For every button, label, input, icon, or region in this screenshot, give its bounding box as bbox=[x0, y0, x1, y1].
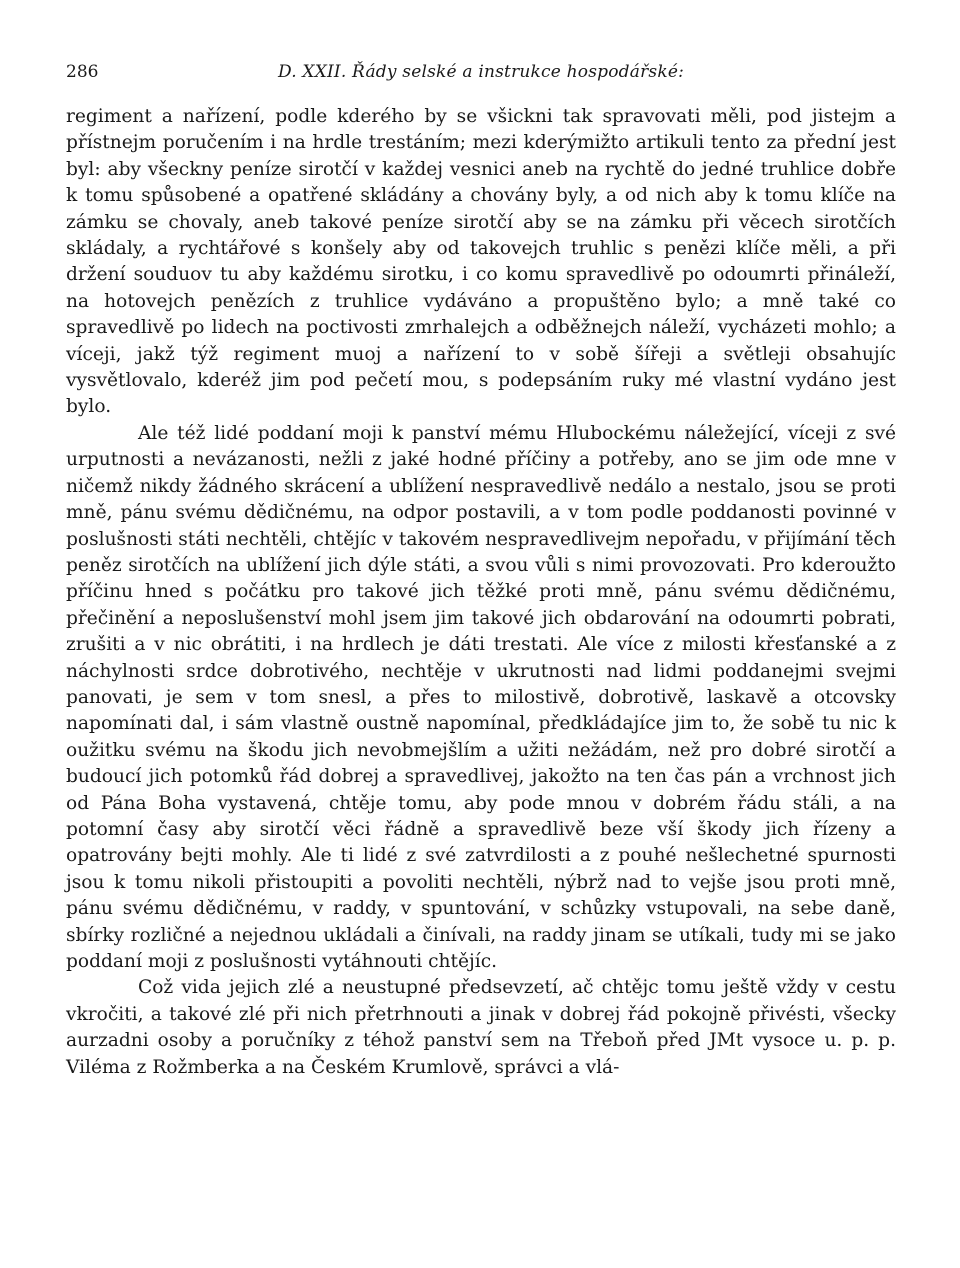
running-title: D. XXII. Řády selské a instrukce hospodářské: bbox=[277, 62, 685, 82]
paragraph: Což vida jejich zlé a neustupné předsevzetí, ač chtějc tomu ještě vždy v cestu vkročiti, a takové zlé při nich přetrhnouti a jinak v dobrej řád pokojně přivésti, všecky aurzadni osoby a poručníky z téhož panství sem na Třeboň před JMt vysoce u. p. p. Viléma z Rožmberka a na Českém Krumlově, správci a vlá- bbox=[66, 977, 896, 1078]
body-text bbox=[66, 104, 896, 1081]
paragraph: Ale též lidé poddaní moji k panství mému Hlubockému náležející, víceji z své urputnosti a nevázanosti, nežli z jaké hodné příčiny a potřeby, ano se jim ode mne v ničemž nikdy žádného skrácení a ublížení nespravedlivě nedálo a nestalo, jsou se proti mně, pánu svému dědičnému, na odpor postavili, a v tom podle poddanosti povinné v poslušnosti státi nechtěli, chtějíc v takovém nespravedlivejm nepořadu, v přijímání těch peněz sirotčích na ublížení jich dýle státi, a svou vůli s nimi provozovati. Pro kderoužto příčinu hned s počátku pro takové jich těžké proti mně, pánu svému dědičnému, přečinění a neposlušenství mohl jsem jim takové jich obdarování na odoumrti pobrati, zrušiti a v nic obrátiti, i na hrdlech je dáti trestati. Ale více z milosti křesťanské a z náchylnosti srdce dobrotivého, nechtěje v ukrutnosti nad lidmi poddanejmi svejmi panovati, je sem v tom snesl, a přes to milostivě, dobrotivě, laskavě a otcovsky napomínati dal, i sám vlastně oustně napomínal, předkládajíce jim to, že sobě tu nic k oužitku svému na škodu jich nevobmejšlím a užiti nežádám, než pro dobré sirotčí a budoucí jich potomků řád dobrej a spravedlivej, jakožto na ten čas pán a vrchnost jich od Pána Boha vystavená, chtěje tomu, aby pode mnou v dobrém řádu stáli, a na potomní časy aby sirotčí věci řádně a spravedlivě beze vší škody jich řízeny a opatrovány bejti mohly. Ale ti lidé z své zatvrdilosti a z pouhé nešlechetné spurnosti jsou k tomu nikoli přistoupiti a povoliti nechtěli, nýbrž nad to vejše jsou proti mně, pánu svému dědičnému, v raddy, v spuntování, v schůzky vstupovali, na sebe daně, sbírky rozličné a nejednou ukládali a činívali, na raddy jinam se utíkali, tudy mi se jako poddaní moji z poslušnosti vytáhnouti chtějíc. bbox=[66, 422, 896, 972]
page-number: 286 bbox=[66, 62, 99, 82]
paragraph-continued: regiment a nařízení, podle kderého by se všickni tak spravovati měli, pod jistejm a přístnejm poručením i na hrdle trestáním; mezi kderýmižto artikuli tento za přední jest byl: aby všeckny peníze sirotčí v každej vesnici aneb na rychtě do jedné truhlice dobře k tomu spůsobené a opatřené skládány a chovány byly, a od nich aby k tomu klíče na zámku se chovaly, aneb takové peníze sirotčí aby se na zámku při věcech sirotčích skládaly, a rychtářové s konšely aby od takovejch truhlic s penězi klíče měli, a při držení souduov tu aby každému sirotku, i co komu spravedlivě po odoumrti přináleží, na hotovejch penězích z truhlice vydáváno a propuštěno bylo; a mně také co spravedlivě po lidech na poctivosti zmrhalejch a odběžnejch náleží, vycházeti mohlo; a víceji, jakž týž regiment muoj a nařízení to v sobě šířeji a světleji obsahujíc vysvětlovalo, kderéž jim pod pečetí mou, s podepsáním ruky mé vlastní vydáno jest bylo. bbox=[66, 106, 896, 418]
page-header bbox=[66, 58, 896, 86]
